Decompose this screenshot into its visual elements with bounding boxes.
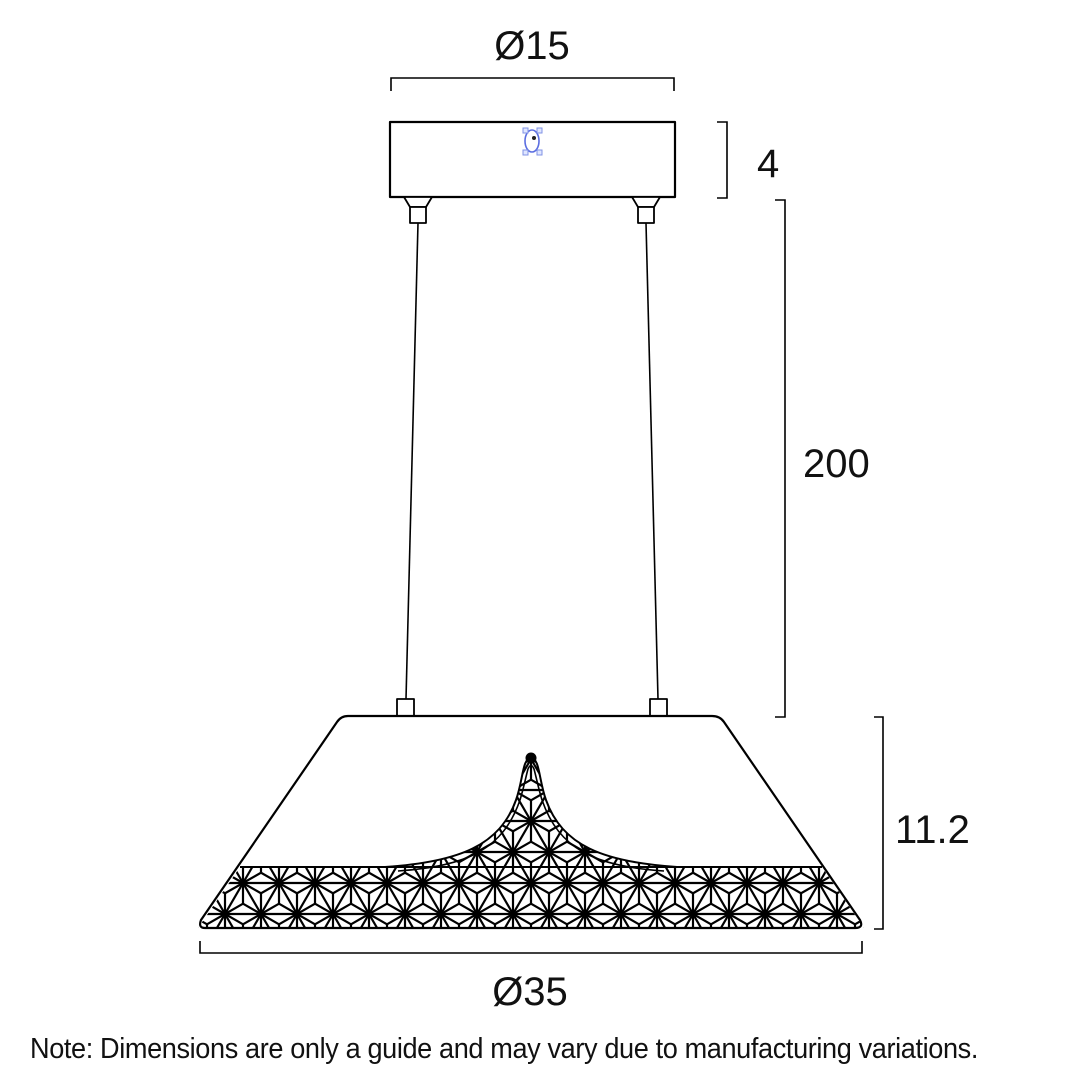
label-drop-length: 200 (803, 442, 870, 486)
label-shade-diameter: Ø35 (492, 970, 568, 1014)
label-canopy-diameter: Ø15 (494, 24, 570, 68)
cable-gripper-right (632, 197, 660, 223)
label-canopy-height: 4 (757, 142, 780, 186)
selection-artifact-dot (532, 136, 536, 140)
dimline-canopy-diameter (391, 78, 674, 91)
note-text: Note: Dimensions are only a guide and may vary due to manufacturing variations. (30, 1033, 978, 1065)
asanoha-pattern-fill (190, 740, 890, 935)
shade-anchor-right (650, 699, 667, 716)
shade-anchor-left (397, 699, 414, 716)
label-shade-height: 11.2 (895, 808, 970, 852)
dimline-shade-diameter (200, 941, 862, 953)
suspension-cable-left (406, 223, 418, 699)
pattern-peak-tip (526, 753, 537, 764)
dimline-drop-length (775, 200, 785, 717)
suspension-cable-right (646, 223, 658, 699)
cable-gripper-left (404, 197, 432, 223)
dimline-canopy-height (717, 122, 727, 198)
ceiling-canopy (390, 122, 675, 197)
shade-pattern (190, 740, 890, 935)
dimline-shade-height (874, 717, 883, 929)
